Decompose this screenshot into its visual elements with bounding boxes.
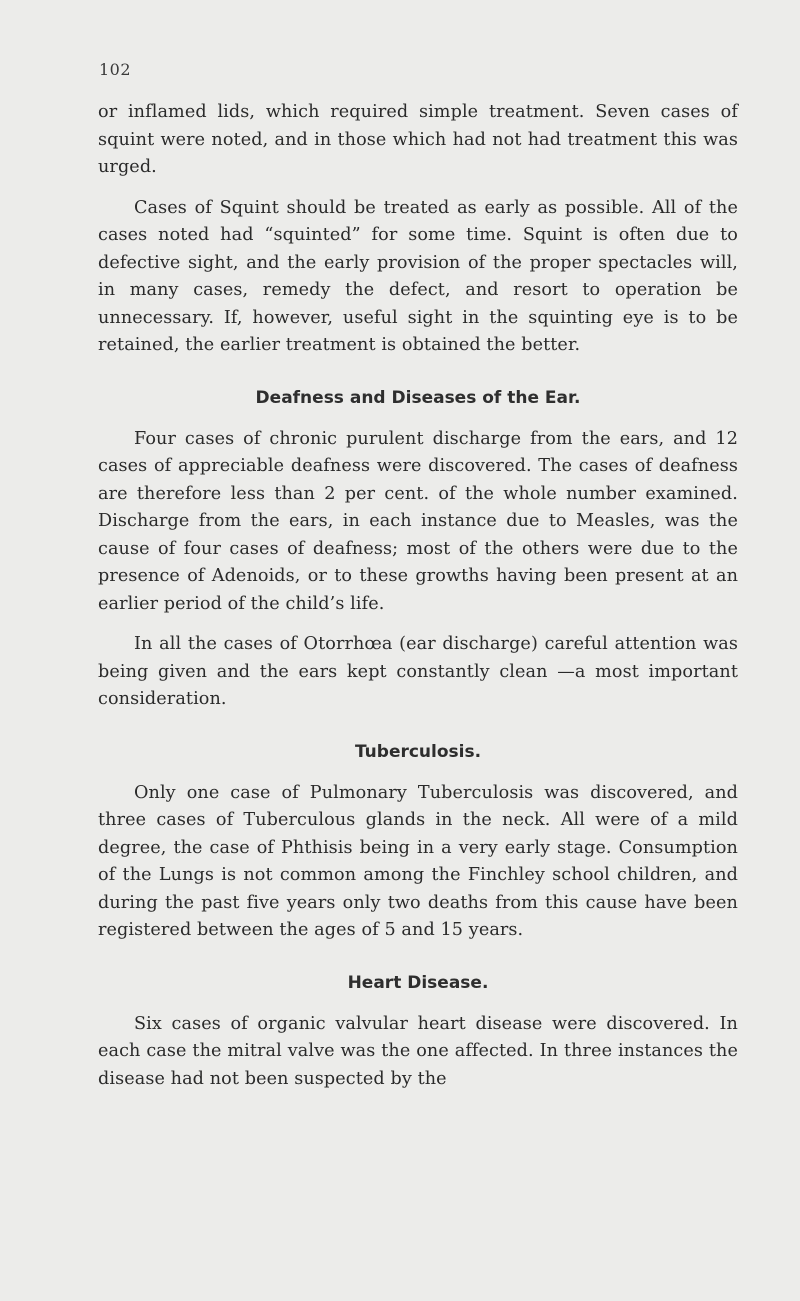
section-heading-ear: Deafness and Diseases of the Ear. (255, 387, 581, 408)
paragraph-otorrhoea: In all the cases of Otorrhœa (ear discharge) careful attention was being given and the ears kept constantly clean —a most important consideration. (98, 634, 738, 709)
section-heading-heart: Heart Disease. (347, 972, 489, 993)
paragraph-tuberculosis: Only one case of Pulmonary Tuberculosis was discovered, and three cases of Tuberculous glands in the neck. All were of a mild degree, the case of Phthisis being in a very early stage. Consumption of the Lungs is not common among the Finchley school children, and during the past five years only two deaths from this cause have been registered between the ages of 5 and 15 years. (98, 782, 738, 940)
page-body (98, 99, 738, 1093)
paragraph-heart-disease: Six cases of organic valvular heart disease were discovered. In each case the mitral valve was the one affected. In three instances the disease had not been suspected by the (98, 1013, 738, 1089)
section-heading-tuberculosis: Tuberculosis. (354, 741, 482, 762)
page-number: 102 (99, 60, 132, 79)
paragraph-ear-deafness: Four cases of chronic purulent discharge from the ears, and 12 cases of appreciable deafness were discovered. The cases of deafness are therefore less than 2 per cent. of the whole number examined. Discharge from the ears, in each instance due to Measles, was the cause of four cases of deafness; most of the others were due to the presence of Adenoids, or to these growths having been present at an earlier period of the child’s life. (98, 428, 738, 614)
paragraph-squint-intro: or inflamed lids, which required simple treatment. Seven cases of squint were noted, and in those which had not had treatment this was urged. (98, 102, 738, 177)
paragraph-squint-treatment: Cases of Squint should be treated as early as possible. All of the cases noted had “squinted” for some time. Squint is often due to defective sight, and the early provision of the proper spectacles will, in many cases, remedy the defect, and resort to operation be unnecessary. If, however, useful sight in the squinting eye is to be retained, the earlier treatment is obtained the better. (98, 197, 738, 355)
